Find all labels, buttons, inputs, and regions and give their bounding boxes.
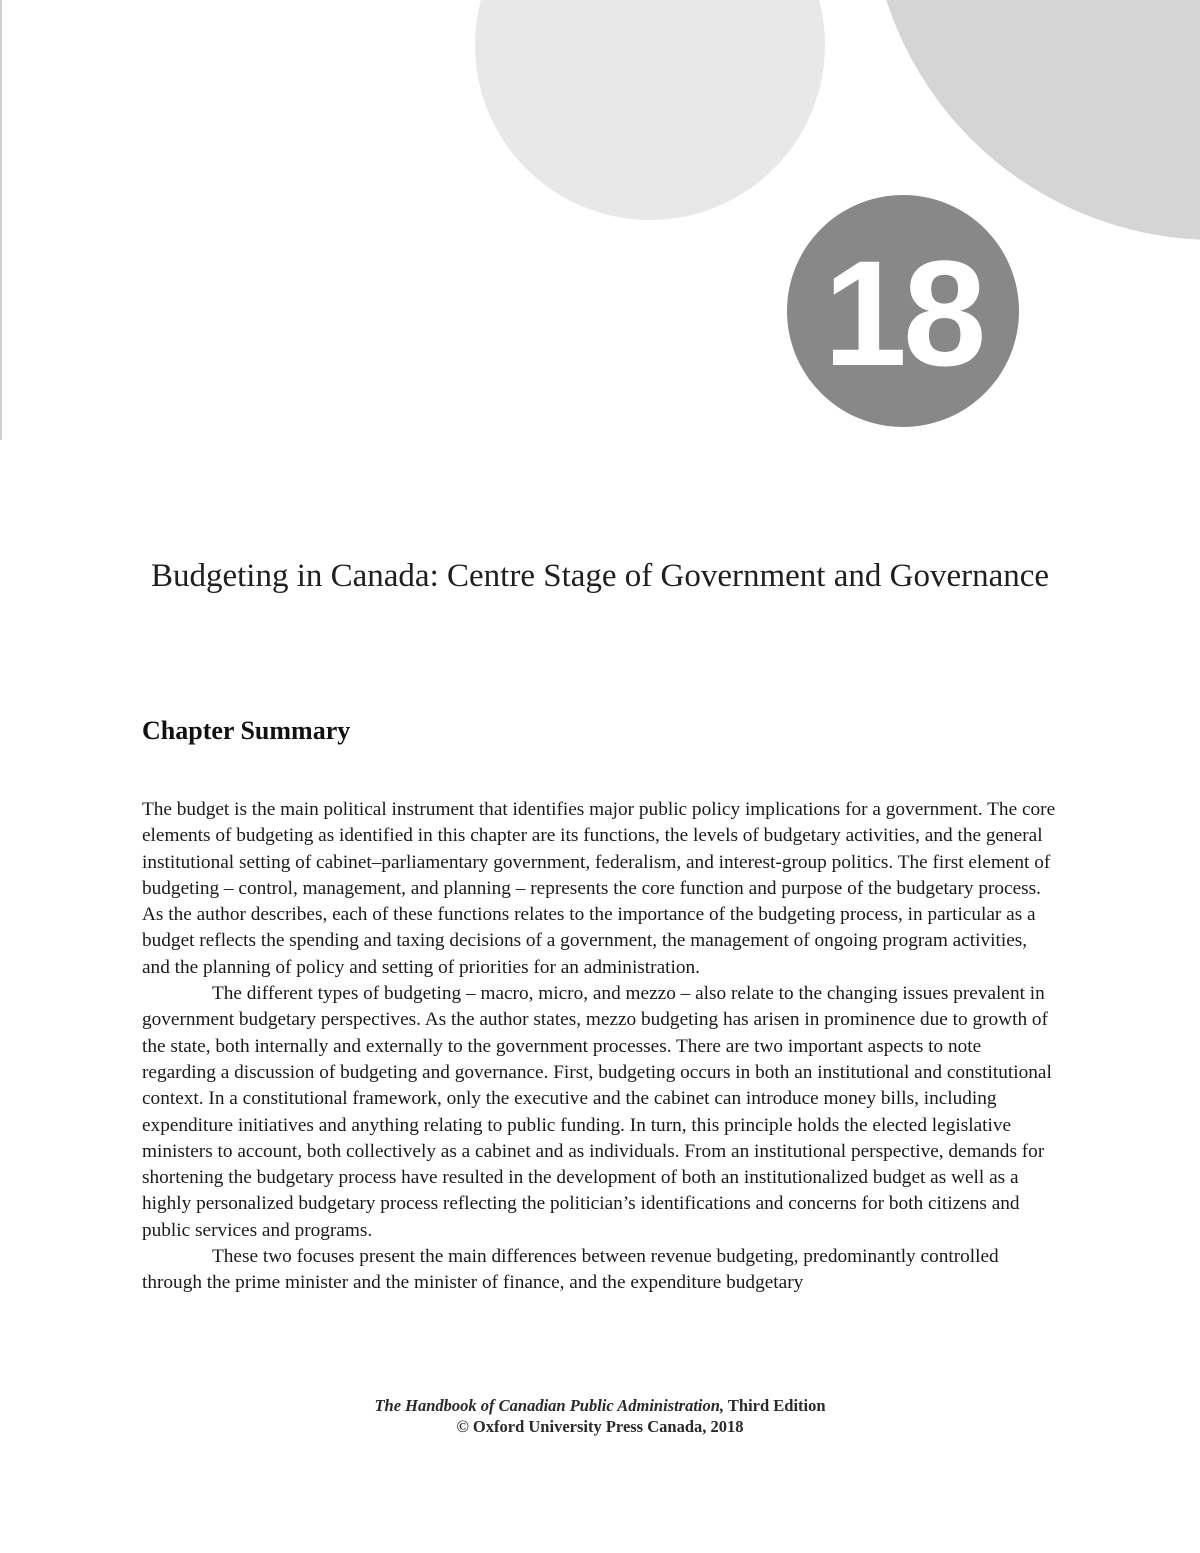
- section-heading: Chapter Summary: [142, 716, 351, 745]
- chapter-title: Budgeting in Canada: Centre Stage of Government and Governance: [150, 558, 1050, 594]
- paragraph: These two focuses present the main differences between revenue budgeting, predominantly controlled through the prime minister and the minister of finance, and the expenditure budgetary: [142, 1246, 999, 1294]
- copyright-line: © Oxford University Press Canada, 2018: [456, 1417, 744, 1436]
- chapter-number-badge: [787, 195, 1019, 427]
- chapter-number: 18: [823, 229, 983, 397]
- summary-body: [142, 797, 1058, 1297]
- paragraph: The budget is the main political instrument that identifies major public policy implications for a government. The core elements of budgeting as identified in this chapter are its functions, the levels of budgetary activities, and the general institutional setting of cabinet–parliamentary government, federalism, and interest-group politics. The first element of budgeting – control, management, and planning – represents the core function and purpose of the budgetary process. As the author describes, each of these functions relates to the importance of the budgeting process, in particular as a budget reflects the spending and taxing decisions of a government, the management of ongoing program activities, and the planning of policy and setting of priorities for an administration.: [142, 799, 1056, 978]
- page-edge-line: [0, 0, 2, 440]
- footer-citation: [0, 1395, 1200, 1416]
- edition: Third Edition: [724, 1396, 826, 1415]
- decorative-circle-light: [475, 0, 825, 220]
- book-title: The Handbook of Canadian Public Administration,: [374, 1396, 725, 1415]
- page-footer: [0, 1395, 1200, 1437]
- paragraph: The different types of budgeting – macro, micro, and mezzo – also relate to the changing issues prevalent in government budgetary perspectives. As the author states, mezzo budgeting has arisen in prominence due to growth of the state, both internally and externally to the government processes. There are two important aspects to note regarding a discussion of budgeting and governance. First, budgeting occurs in both an institutional and constitutional context. In a constitutional framework, only the executive and the cabinet can introduce money bills, including expenditure initiatives and anything relating to public funding. In turn, this principle holds the elected legislative ministers to account, both collectively as a cabinet and as individuals. From an institutional perspective, demands for shortening the budgetary process have resulted in the development of both an institutionalized budget as well as a highly personalized budgetary process reflecting the politician’s identifications and concerns for both citizens and public services and programs.: [142, 983, 1052, 1241]
